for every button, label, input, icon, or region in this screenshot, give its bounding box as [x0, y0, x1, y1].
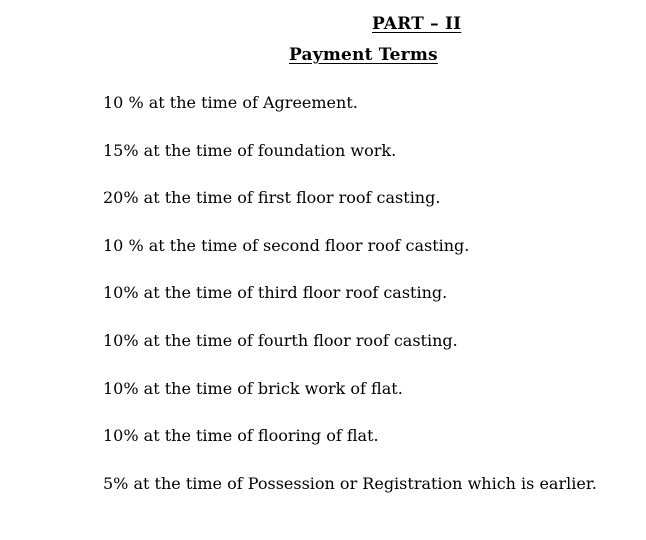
payment-term: 10% at the time of third floor roof casting. [103, 283, 448, 303]
payment-term: 20% at the time of first floor roof casting. [103, 188, 441, 208]
payment-terms-list [103, 92, 597, 520]
payment-term: 15% at the time of foundation work. [103, 140, 397, 160]
part-heading: PART – II [372, 14, 462, 34]
payment-term: 10% at the time of brick work of flat. [103, 378, 403, 398]
payment-term: 10 % at the time of Agreement. [103, 93, 358, 112]
section-heading: Payment Terms [289, 45, 438, 65]
payment-term: 10% at the time of fourth floor roof casting. [103, 330, 458, 350]
payment-term: 10 % at the time of second floor roof casting. [103, 235, 470, 255]
payment-term: 5% at the time of Possession or Registration which is earlier. [103, 473, 597, 493]
payment-term: 10% at the time of flooring of flat. [103, 426, 379, 446]
